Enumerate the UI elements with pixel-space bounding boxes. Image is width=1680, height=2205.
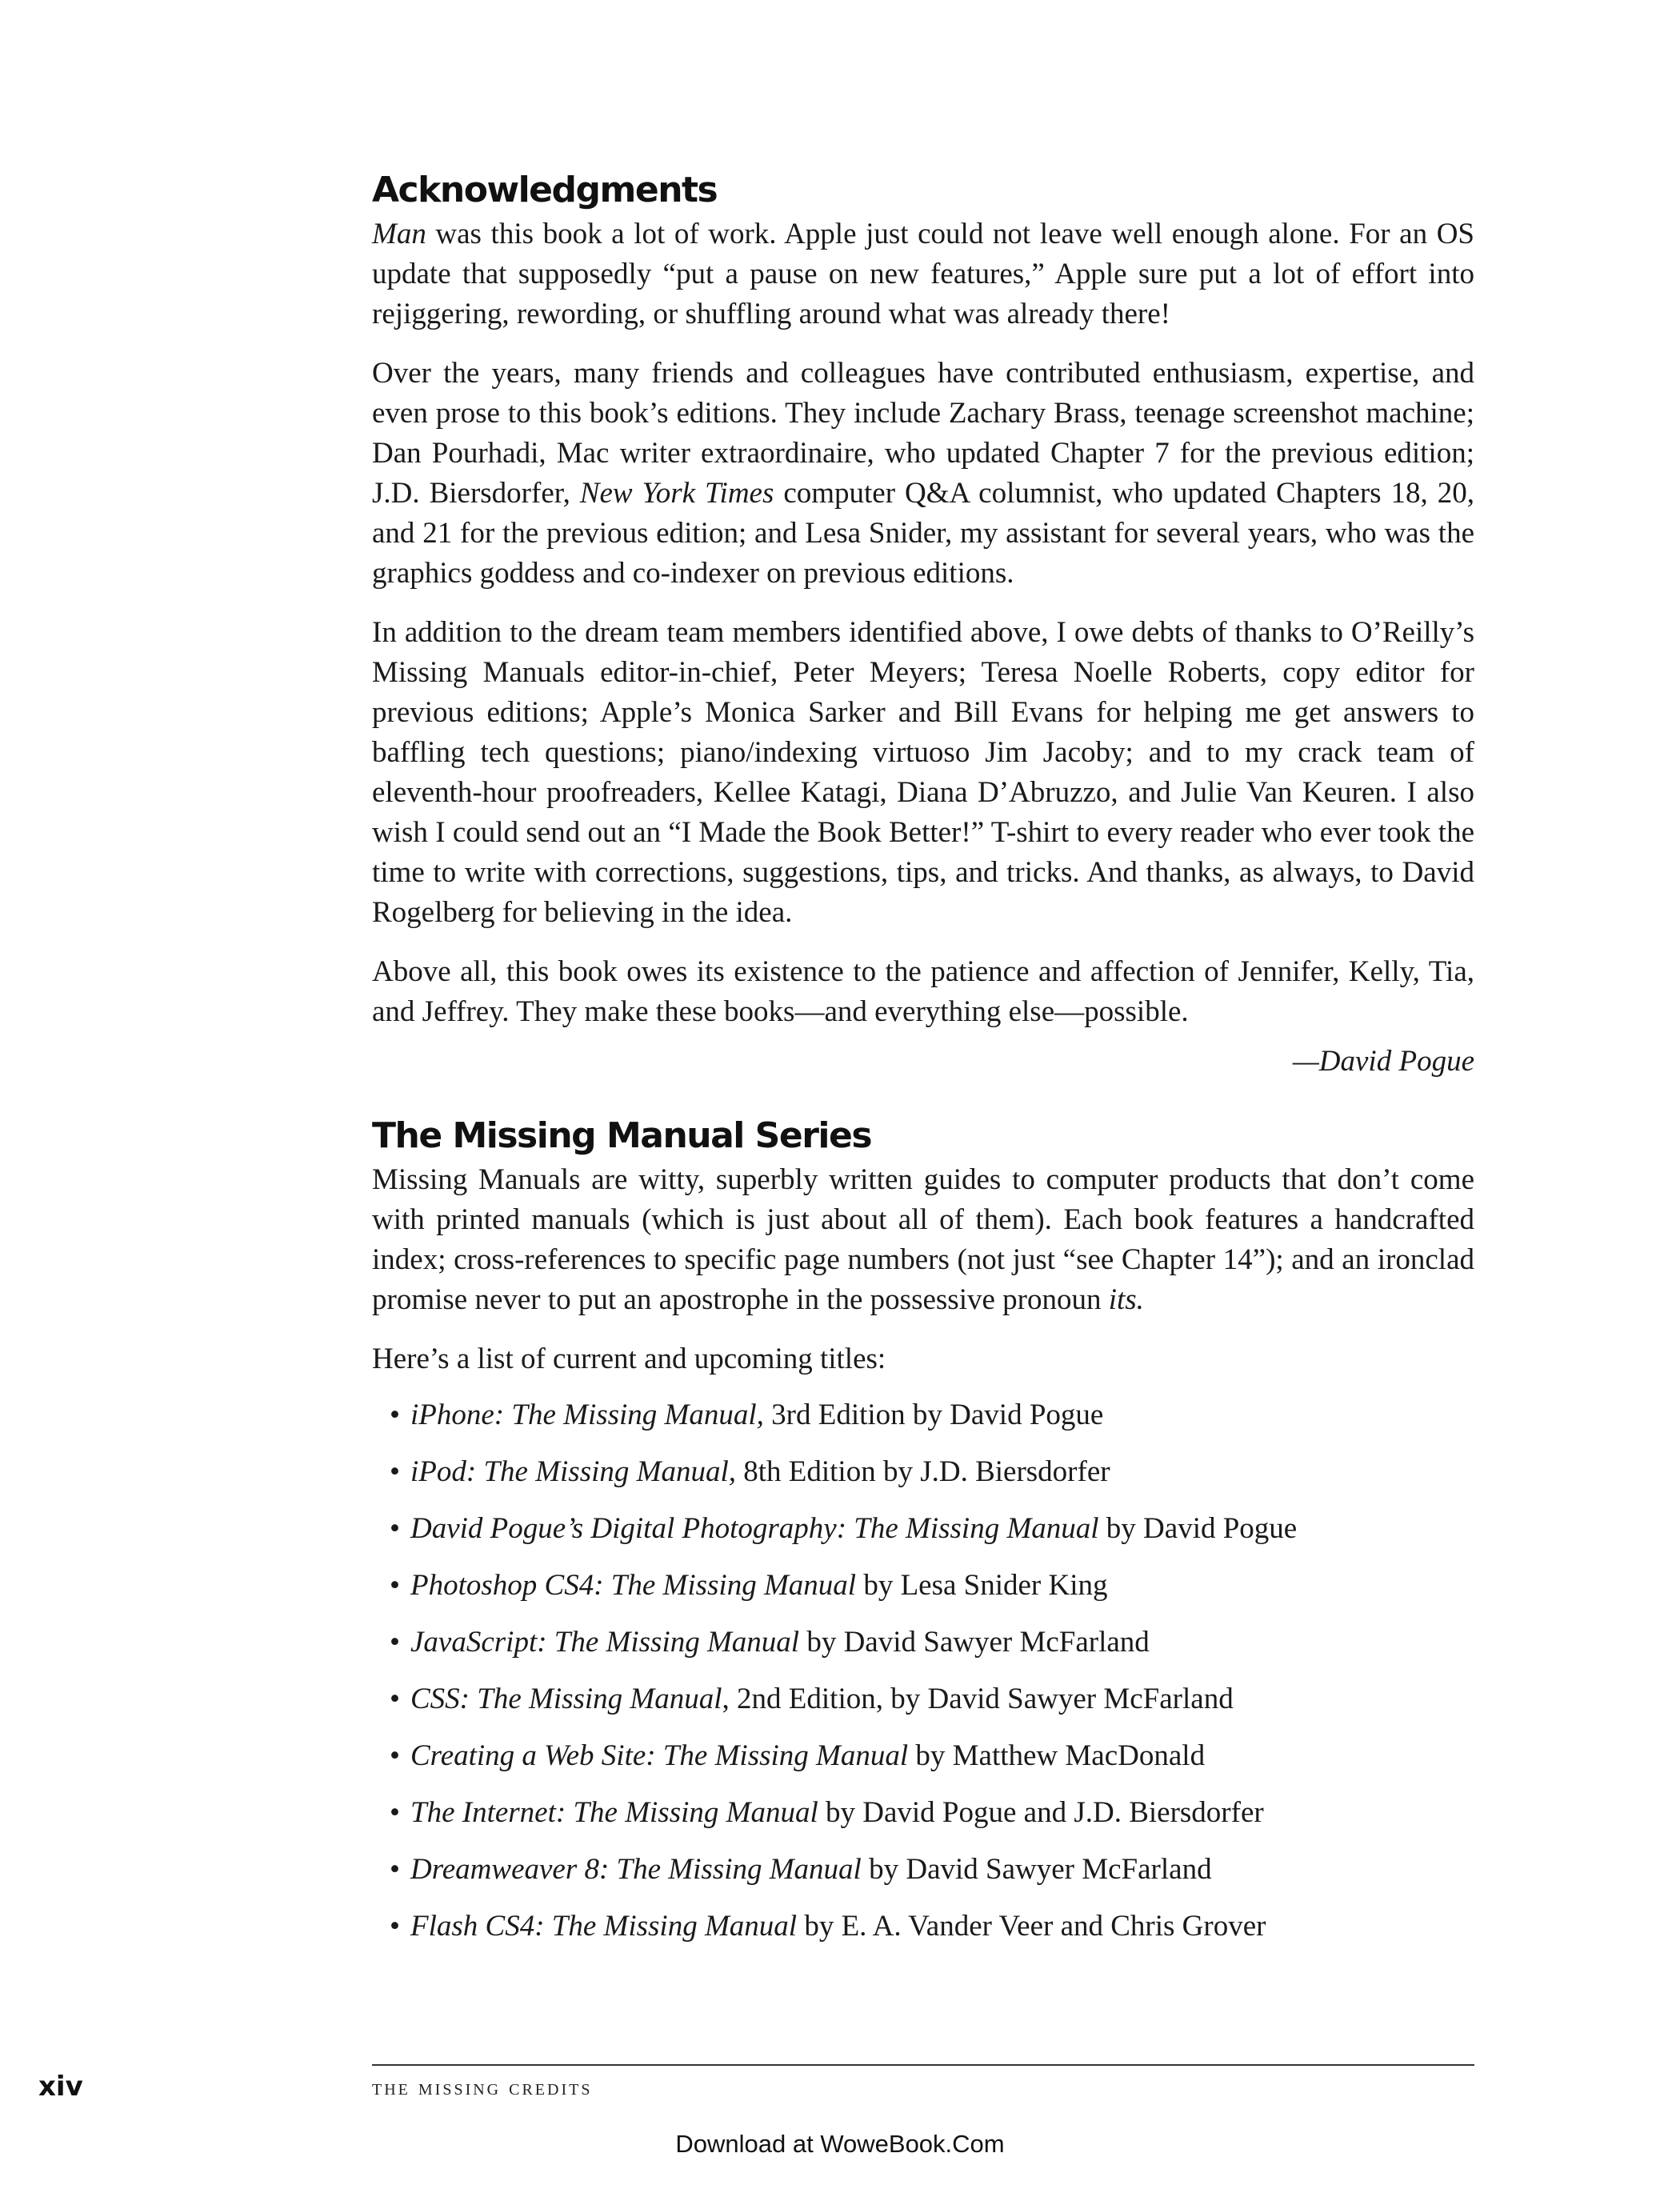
acknowledgments-paragraph-2 (372, 354, 1474, 594)
bullet-icon: • (390, 1455, 400, 1488)
series-paragraph-1 (372, 1160, 1474, 1320)
bullet-icon: • (390, 1796, 400, 1829)
book-details: by Matthew MacDonald (908, 1739, 1206, 1772)
titles-list (372, 1395, 1474, 1947)
italic-publication: New York Times (579, 477, 774, 510)
bullet-icon: • (390, 1910, 400, 1943)
bullet-icon: • (390, 1399, 400, 1431)
list-item (372, 1452, 1474, 1492)
book-title: Photoshop CS4: The Missing Manual (410, 1569, 857, 1602)
book-title: Creating a Web Site: The Missing Manual (410, 1739, 909, 1772)
list-item (372, 1736, 1474, 1776)
list-item (372, 1623, 1474, 1663)
book-details: 3rd Edition by David Pogue (763, 1399, 1104, 1431)
book-details: by E. A. Vander Veer and Chris Grover (797, 1910, 1266, 1943)
book-title: JavaScript: The Missing Manual (410, 1626, 800, 1659)
list-item (372, 1509, 1474, 1549)
list-item (372, 1793, 1474, 1833)
book-details: by David Sawyer McFarland (799, 1626, 1150, 1659)
book-title: Flash CS4: The Missing Manual (410, 1910, 798, 1943)
bullet-icon: • (390, 1683, 400, 1715)
acknowledgments-paragraph-3: In addition to the dream team members identified above, I owe debts of thanks to O’Reilly’s Missing Manuals editor-in-chief, Peter Meyers; Teresa Noelle Roberts, copy editor for previous editions; Apple’s Monica Sarker and Bill Evans for helping me get answers to baffling tech questions; piano/indexing virtuoso Jim Jacoby; and to my crack team of eleventh-hour proofreaders, Kellee Katagi, Diana D’Abruzzo, and Julie Van Keuren. I also wish I could send out an “I Made the Book Better!” T-shirt to every reader who ever took the time to write with corrections, suggestions, tips, and tricks. And thanks, as always, to David Rogelberg for believing in the idea. (372, 616, 1474, 929)
book-details: by David Sawyer McFarland (861, 1853, 1212, 1886)
list-item (372, 1850, 1474, 1890)
bullet-icon: • (390, 1739, 400, 1772)
footer-rule (372, 2064, 1474, 2066)
bullet-icon: • (390, 1853, 400, 1886)
download-watermark: Download at WoweBook.Com (675, 2130, 1005, 2158)
italic-lead: Man (372, 218, 426, 250)
book-details: by Lesa Snider King (856, 1569, 1108, 1602)
acknowledgments-heading: Acknowledgments (372, 170, 718, 210)
book-details: by David Pogue and J.D. Biersdorfer (818, 1796, 1264, 1829)
series-heading: The Missing Manual Series (372, 1115, 872, 1156)
list-item (372, 1566, 1474, 1606)
acknowledgments-paragraph-1 (372, 214, 1474, 334)
book-title: iPod: The Missing Manual, (410, 1455, 736, 1488)
paragraph-text: was this book a lot of work. Apple just could not leave well enough alone. For an OS update that supposedly “put a pause on new features,” Apple sure put a lot of effort into rejiggering, rewording, or shuffling around what was already there! (372, 218, 1474, 330)
bullet-icon: • (390, 1569, 400, 1602)
bullet-icon: • (390, 1512, 400, 1545)
page-body (372, 166, 1474, 1963)
book-title: David Pogue’s Digital Photography: The Missing Manual (410, 1512, 1099, 1545)
book-details: by David Pogue (1098, 1512, 1298, 1545)
book-title: Dreamweaver 8: The Missing Manual (410, 1853, 862, 1886)
book-details: 8th Edition by J.D. Biersdorfer (735, 1455, 1110, 1488)
running-footer-title: the missing credits (372, 2075, 593, 2100)
paragraph-text: Over the years, many friends and colleagues have contributed enthusiasm, expertise, and even prose to this book’s editions. They include Zachary Brass, teenage screenshot machine; Dan Pourhadi, Mac writer extraordinaire, who updated Chapter 7 for the previous edition; J.D. Biersdorfer, (372, 357, 1474, 510)
book-title: The Internet: The Missing Manual (410, 1796, 818, 1829)
book-title: iPhone: The Missing Manual, (410, 1399, 764, 1431)
acknowledgments-paragraph-4: Above all, this book owes its existence to the patience and affection of Jennifer, Kelly, Tia, and Jeffrey. They make these books—and everything else—possible. (372, 955, 1474, 1028)
book-title: CSS: The Missing Manual (410, 1683, 722, 1715)
author-signature: —David Pogue (1292, 1045, 1474, 1078)
italic-tail: its. (1108, 1283, 1144, 1316)
list-item (372, 1395, 1474, 1435)
paragraph-text: Missing Manuals are witty, superbly written guides to computer products that don’t come with printed manuals (which is just about all of them). Each book features a handcrafted index; cross-references to specific page numbers (not just “see Chapter 14”); and an ironclad promise never to put an apostrophe in the possessive pronoun (372, 1163, 1474, 1316)
list-item (372, 1907, 1474, 1947)
list-item (372, 1679, 1474, 1719)
book-details: , 2nd Edition, by David Sawyer McFarland (722, 1683, 1234, 1715)
bullet-icon: • (390, 1626, 400, 1659)
page-number: xiv (38, 2071, 83, 2103)
series-paragraph-2: Here’s a list of current and upcoming titles: (372, 1343, 886, 1375)
paragraph-text: computer Q&A columnist, who updated Chapters 18, 20, and 21 for the previous edition; and Lesa Snider, my assistant for several years, who was the graphics goddess and co-indexer on previous editions. (372, 477, 1474, 590)
